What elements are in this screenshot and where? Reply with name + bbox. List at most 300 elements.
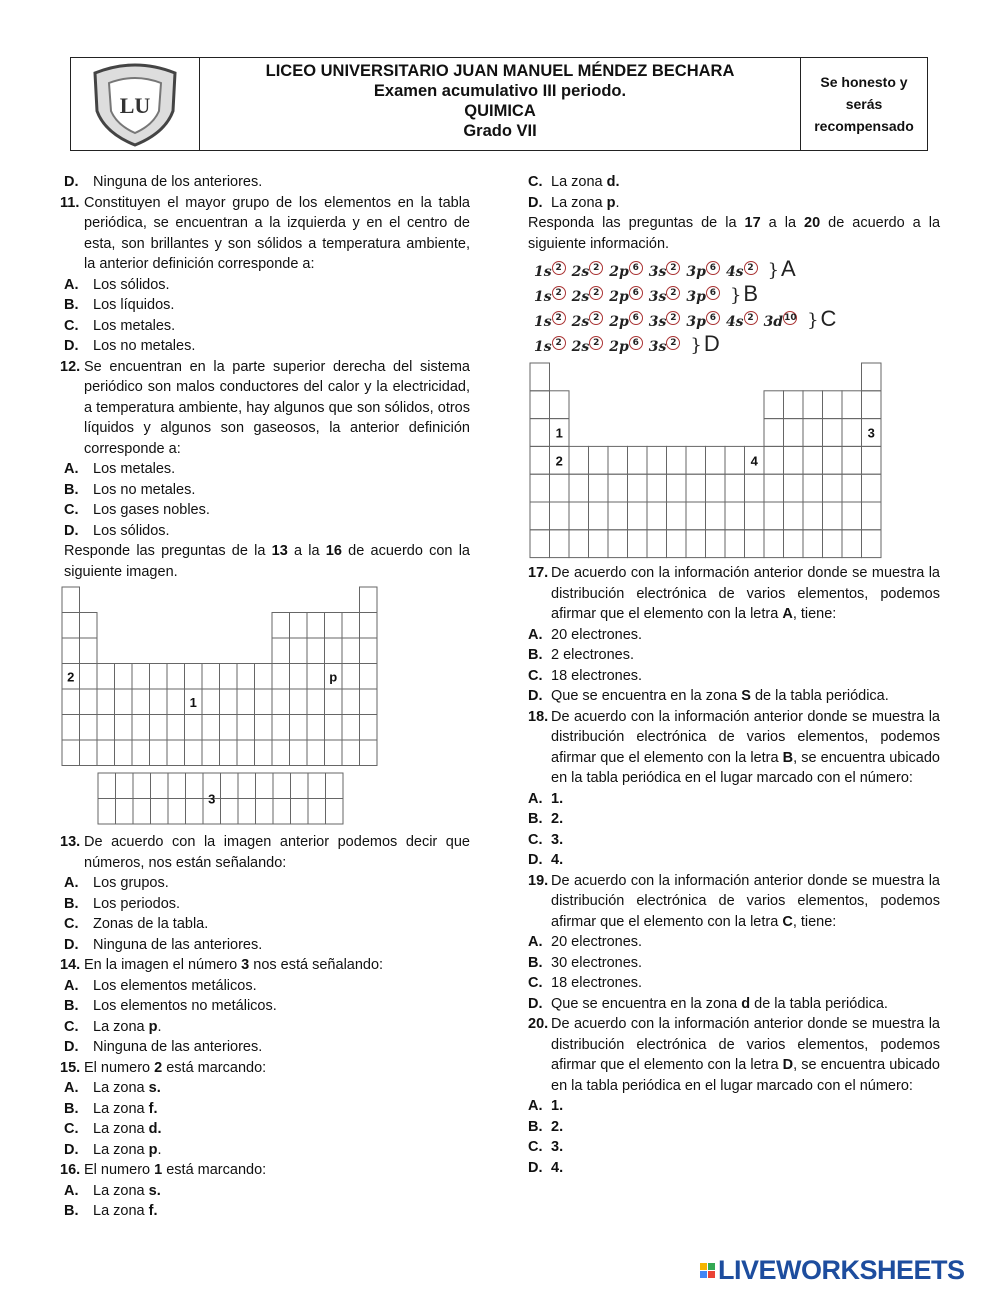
table-marker: 4 [750, 453, 758, 469]
table-cell [608, 446, 628, 474]
table-cell [360, 638, 378, 664]
table-cell [307, 740, 325, 766]
item-text: 3. [551, 1139, 564, 1155]
item-text: De acuerdo con la información anterior donde se muestra la distribución electrónica de varios elementos, podemos afirmar que el elemento con la letra [551, 872, 940, 930]
table-cell [823, 446, 843, 474]
table-cell [307, 715, 325, 741]
answer-option[interactable] [58, 500, 470, 521]
orbital [686, 314, 720, 330]
item-label: B. [64, 481, 79, 498]
item-text: C [782, 913, 793, 930]
item-text: La zona [93, 1141, 149, 1158]
orbital-label: 3p [686, 314, 706, 330]
answer-option[interactable] [58, 1078, 470, 1099]
item-label: A. [64, 977, 79, 994]
orbital-label: 3p [686, 264, 706, 280]
answer-option[interactable] [526, 809, 940, 830]
table-cell [360, 740, 378, 766]
table-cell [325, 613, 343, 639]
orbital [534, 264, 566, 280]
question [58, 1058, 470, 1079]
item-label: C. [64, 1121, 79, 1137]
table-cell [647, 502, 667, 530]
answer-option[interactable] [526, 172, 940, 193]
answer-option[interactable] [58, 459, 470, 480]
answer-option[interactable] [526, 1137, 940, 1158]
item-label: C. [64, 916, 79, 932]
f-block-cell [133, 799, 151, 825]
question [526, 707, 940, 789]
answer-option[interactable] [526, 666, 940, 687]
table-cell [628, 530, 648, 558]
table-cell [803, 391, 823, 419]
table-marker: 2 [555, 453, 563, 469]
table-cell [842, 502, 862, 530]
answer-option[interactable] [526, 1117, 940, 1138]
item-label: A. [528, 790, 543, 807]
table-cell [569, 446, 589, 474]
table-cell [80, 638, 98, 664]
item-text: Los no metales. [93, 338, 196, 354]
table-cell [185, 715, 203, 741]
table-cell [325, 715, 343, 741]
item-text: 2. [551, 811, 564, 827]
answer-option[interactable] [58, 914, 470, 935]
item-text: Se encuentran en la parte superior derecha del sistema periódico son malos conductores del calor y la electricidad, a temperatura ambiente, hay algunos que son sólidos, otros líquidos y algunos son gaseosos, la anterior definición corresponde a: [84, 358, 470, 457]
config-letter: D [703, 331, 720, 356]
table-cell [862, 446, 882, 474]
item-text: De acuerdo con la imagen anterior podemos decir que números, nos están señalando: [84, 834, 470, 871]
f-block-cell [291, 799, 309, 825]
table-cell [255, 740, 273, 766]
table-cell [62, 740, 80, 766]
table-cell [862, 502, 882, 530]
exam-name: Examen acumulativo III periodo. [373, 82, 627, 100]
table-cell [290, 638, 308, 664]
item-text: La zona [93, 1203, 149, 1219]
table-cell [862, 363, 882, 391]
item-text: p [148, 1141, 158, 1158]
question [58, 1160, 470, 1181]
answer-option[interactable] [58, 295, 470, 316]
orbital [609, 314, 643, 330]
table-cell [202, 689, 220, 715]
item-text: De acuerdo con la información anterior donde se muestra la distribución electrónica de varios elementos, podemos afirmar que el elemento con la letra [551, 1016, 940, 1073]
table-cell [764, 530, 784, 558]
item-label: C. [64, 317, 79, 334]
table-cell [725, 530, 745, 558]
table-cell [237, 689, 255, 715]
item-text: s. [148, 1080, 161, 1096]
table-cell [290, 689, 308, 715]
answer-option[interactable] [58, 1181, 470, 1202]
table-cell [220, 689, 238, 715]
answer-option[interactable] [58, 521, 470, 542]
school-logo [71, 58, 200, 150]
item-text: 18 electrones. [551, 667, 643, 684]
table-cell [803, 446, 823, 474]
electron-count: 2 [744, 311, 758, 325]
motto-line: Se honesto y [820, 74, 908, 90]
table-cell [784, 446, 804, 474]
item-label: D. [64, 338, 79, 354]
item-text: 3 [241, 957, 250, 973]
item-text: 20 electrones. [551, 934, 643, 950]
answer-option[interactable] [58, 275, 470, 296]
orbital [649, 264, 681, 280]
item-text: , tiene: [792, 606, 837, 622]
item-label: B. [528, 811, 543, 827]
item-text: , tiene: [792, 913, 837, 930]
table-cell [62, 638, 80, 664]
answer-option[interactable] [526, 625, 940, 646]
orbital [534, 289, 566, 305]
item-text: f. [148, 1100, 158, 1117]
item-text: Los sólidos. [93, 276, 170, 293]
table-cell [150, 689, 168, 715]
item-label: 12. [60, 358, 81, 375]
item-text: S [741, 688, 751, 704]
table-cell [62, 587, 80, 613]
liveworksheets-watermark [700, 1255, 965, 1286]
table-cell [784, 502, 804, 530]
table-cell [360, 664, 378, 690]
item-label: B. [64, 1100, 79, 1117]
orbital-label: 1s [534, 314, 552, 330]
table-cell [62, 715, 80, 741]
table-cell [589, 502, 609, 530]
table-marker: p [329, 669, 338, 685]
item-label: 20. [528, 1016, 549, 1032]
question [58, 357, 470, 460]
table-cell [667, 530, 687, 558]
table-cell [115, 664, 133, 690]
table-cell [842, 419, 862, 447]
table-cell [823, 530, 843, 558]
question [58, 955, 470, 976]
subject: QUIMICA [464, 102, 536, 120]
header-table [70, 57, 928, 151]
table-cell [325, 638, 343, 664]
table-cell [255, 715, 273, 741]
table-cell [706, 446, 726, 474]
orbital [572, 314, 604, 330]
item-text: s. [148, 1182, 161, 1199]
item-text: Zonas de la tabla. [93, 916, 209, 932]
answer-option[interactable] [58, 873, 470, 894]
table-cell [97, 689, 115, 715]
f-block-cell [98, 799, 116, 825]
table-marker: 2 [67, 669, 75, 685]
table-cell [569, 474, 589, 502]
periodic-table-figure-1 [58, 585, 470, 832]
instruction [58, 541, 470, 582]
table-cell [706, 474, 726, 502]
item-text: d. [606, 174, 620, 190]
table-cell [823, 474, 843, 502]
item-text: 1. [551, 1098, 564, 1114]
item-text: 2. [551, 1118, 564, 1135]
table-cell [272, 689, 290, 715]
item-label: B. [64, 895, 79, 912]
table-cell [62, 689, 80, 715]
periodic-table-figure-2 [526, 361, 940, 563]
orbital-label: 2p [609, 339, 629, 355]
instruction [526, 213, 940, 254]
table-cell [150, 740, 168, 766]
item-text: Los grupos. [93, 875, 169, 891]
table-cell [647, 474, 667, 502]
table-cell [220, 715, 238, 741]
table-cell [686, 446, 706, 474]
answer-option[interactable] [58, 1201, 470, 1222]
answer-option[interactable] [526, 932, 940, 953]
item-label: 17. [528, 565, 549, 581]
item-text: Ninguna de las anteriores. [93, 1039, 263, 1055]
table-marker: 1 [189, 694, 197, 710]
f-block-cell [116, 773, 134, 799]
orbital [609, 264, 643, 280]
item-text: Ninguna de los anteriores. [93, 174, 263, 190]
electron-count: 2 [666, 286, 680, 300]
brace-icon: } [690, 335, 702, 356]
f-block-cell [256, 799, 274, 825]
item-text: 2 electrones. [551, 647, 635, 663]
svg-text:LU: LU [119, 93, 151, 118]
table-cell [803, 474, 823, 502]
table-cell [80, 664, 98, 690]
item-label: C. [64, 1018, 79, 1035]
answer-option[interactable] [526, 953, 940, 974]
item-label: B. [528, 1118, 543, 1135]
item-text: de la tabla periódica. [750, 688, 889, 704]
answer-option[interactable] [58, 1017, 470, 1038]
table-cell [202, 664, 220, 690]
table-cell [202, 715, 220, 741]
answer-option[interactable] [58, 996, 470, 1017]
electron-count: 10 [784, 313, 797, 323]
item-label: C. [528, 975, 543, 991]
motto-line: serás [845, 96, 883, 112]
item-text: A [782, 606, 793, 622]
table-cell [272, 638, 290, 664]
electron-count: 6 [629, 336, 643, 350]
logo-icon [700, 1263, 715, 1278]
table-cell [115, 715, 133, 741]
electron-count: 2 [589, 286, 603, 300]
table-cell [706, 530, 726, 558]
item-label: D. [64, 174, 79, 190]
table-cell [842, 446, 862, 474]
item-label: D. [64, 1039, 79, 1055]
orbital-label: 2s [571, 314, 590, 330]
table-cell [97, 715, 115, 741]
item-text: p [148, 1018, 158, 1035]
orbital-label: 1s [534, 289, 552, 305]
f-block-cell [168, 799, 186, 825]
answer-option[interactable] [58, 480, 470, 501]
table-cell [550, 391, 570, 419]
f-block-cell [151, 773, 169, 799]
table-cell [237, 740, 255, 766]
config-letter: C [820, 306, 837, 331]
table-cell [307, 664, 325, 690]
answer-option[interactable] [58, 316, 470, 337]
left-column [58, 172, 470, 1222]
item-label: B. [528, 954, 543, 971]
item-text: 1 [154, 1162, 163, 1178]
table-cell [360, 587, 378, 613]
orbital-label: 2p [609, 264, 629, 280]
item-text: 4. [551, 1159, 564, 1176]
answer-option[interactable] [526, 830, 940, 851]
answer-option[interactable] [526, 1158, 940, 1179]
table-cell [725, 446, 745, 474]
table-cell [307, 689, 325, 715]
table-cell [115, 689, 133, 715]
electron-count: 2 [552, 336, 566, 350]
table-cell [764, 446, 784, 474]
f-block-cell [273, 799, 291, 825]
table-cell [823, 502, 843, 530]
answer-option[interactable] [58, 336, 470, 357]
answer-option[interactable] [526, 789, 940, 810]
answer-option[interactable] [58, 1037, 470, 1058]
orbital [609, 339, 643, 355]
item-text: El numero [84, 1059, 155, 1076]
item-text: Que se encuentra en la zona [551, 995, 742, 1012]
table-cell [80, 715, 98, 741]
table-cell [764, 474, 784, 502]
answer-option[interactable] [526, 645, 940, 666]
item-text: Los sólidos. [93, 522, 170, 539]
question [58, 193, 470, 275]
table-marker: 1 [555, 425, 563, 441]
orbital-label: 2p [609, 289, 629, 305]
answer-option[interactable] [58, 1119, 470, 1140]
table-cell [608, 474, 628, 502]
grade: Grado VII [463, 122, 537, 140]
electron-count: 2 [589, 261, 603, 275]
answer-option[interactable] [526, 994, 940, 1015]
answer-option[interactable] [58, 976, 470, 997]
table-cell [842, 530, 862, 558]
electron-count: 6 [706, 311, 720, 325]
table-cell [132, 715, 150, 741]
school-name: LICEO UNIVERSITARIO JUAN MANUEL MÉNDEZ BECHARA [265, 62, 735, 80]
item-text: 17 [744, 215, 761, 231]
f-block-cell [256, 773, 274, 799]
orbital-label: 2p [609, 314, 629, 330]
orbital [726, 264, 758, 280]
orbital-label: 2s [571, 339, 590, 355]
item-text: 3. [551, 831, 564, 848]
orbital [649, 339, 681, 355]
table-cell [360, 613, 378, 639]
item-text: Los periodos. [93, 895, 181, 912]
table-cell [862, 391, 882, 419]
electron-count: 6 [629, 311, 643, 325]
item-text: 2 [154, 1059, 163, 1076]
table-cell [237, 664, 255, 690]
electron-configuration [534, 258, 940, 283]
answer-option[interactable] [526, 1096, 940, 1117]
electron-count: 2 [552, 261, 566, 275]
periodic-table [526, 361, 886, 561]
answer-option[interactable] [58, 1140, 470, 1161]
item-text: 18 electrones. [551, 975, 643, 991]
electron-count: 2 [744, 261, 758, 275]
answer-option[interactable] [58, 172, 470, 193]
table-cell [255, 664, 273, 690]
table-cell [667, 474, 687, 502]
item-text: 20 electrones. [551, 626, 643, 643]
answer-option[interactable] [58, 935, 470, 956]
item-text: . [157, 1018, 162, 1035]
item-text: 13 [271, 543, 288, 559]
item-text: Los elementos no metálicos. [93, 998, 277, 1014]
question [526, 563, 940, 625]
table-cell [686, 502, 706, 530]
table-cell [167, 715, 185, 741]
orbital-label: 3s [648, 314, 667, 330]
table-cell [764, 502, 784, 530]
electron-configuration [534, 333, 940, 358]
item-label: A. [528, 1098, 543, 1114]
table-cell [784, 391, 804, 419]
orbital [649, 289, 681, 305]
item-label: C. [528, 1139, 543, 1155]
item-text: d. [148, 1121, 162, 1137]
brace-icon: } [767, 260, 780, 281]
answer-option[interactable] [526, 850, 940, 871]
table-cell [764, 419, 784, 447]
table-cell [272, 740, 290, 766]
item-text: La zona [551, 174, 607, 190]
answer-option[interactable] [526, 686, 940, 707]
answer-option[interactable] [526, 973, 940, 994]
answer-option[interactable] [58, 1099, 470, 1120]
table-cell [608, 502, 628, 530]
table-cell [150, 715, 168, 741]
item-label: A. [64, 875, 79, 891]
table-cell [342, 715, 360, 741]
item-text: , se encuentra ubicado en la tabla periódica en el lugar marcado con el número: [551, 749, 940, 786]
item-label: 19. [528, 872, 549, 889]
orbital-label: 4s [725, 314, 744, 330]
brace-icon: } [729, 285, 742, 306]
table-cell [550, 530, 570, 558]
f-block-cell [98, 773, 116, 799]
table-cell [307, 613, 325, 639]
table-cell [202, 740, 220, 766]
answer-option[interactable] [526, 193, 940, 214]
answer-option[interactable] [58, 894, 470, 915]
item-text: Constituyen el mayor grupo de los elementos en la tabla periódica, se encuentran a la izquierda y en el centro de esta, son brillantes y son sólidos a temperatura ambiente, la anterior definición corresponde a: [84, 194, 470, 272]
table-cell [530, 474, 550, 502]
item-label: B. [64, 297, 79, 313]
item-text: . [157, 1141, 162, 1158]
table-cell [589, 530, 609, 558]
table-cell [185, 664, 203, 690]
item-label: B. [64, 1203, 79, 1219]
item-label: D. [528, 1159, 543, 1176]
table-cell [550, 502, 570, 530]
electron-count: 2 [666, 311, 680, 325]
table-cell [80, 689, 98, 715]
table-cell [530, 391, 550, 419]
table-cell [132, 664, 150, 690]
